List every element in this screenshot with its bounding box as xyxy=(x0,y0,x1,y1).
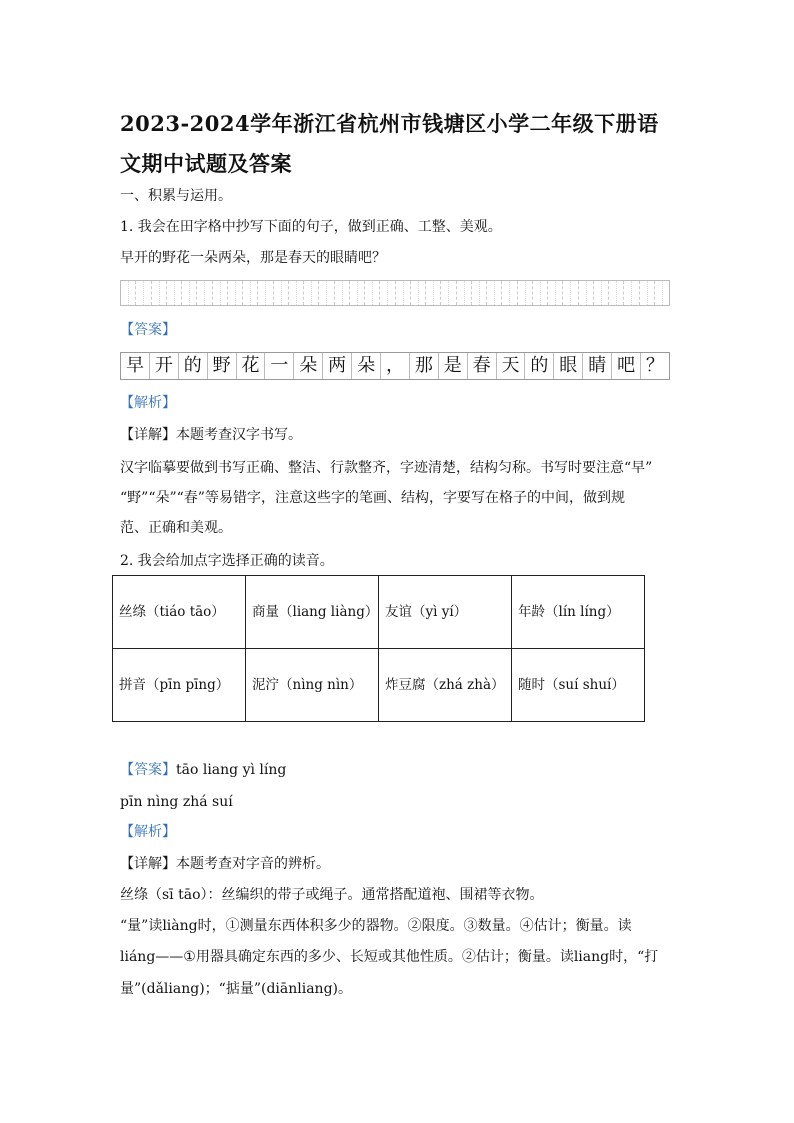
table-cell: 拼音（pīn pīng） xyxy=(113,649,246,722)
explain-1-line-3: 范、正确和美观。 xyxy=(120,520,232,536)
grid-char: 开 xyxy=(150,353,179,379)
question-1-sentence: 早开的野花一朵两朵，那是春天的眼睛吧？ xyxy=(120,250,386,266)
grid-char: 天 xyxy=(497,353,526,379)
question-1-prompt: 1. 我会在田字格中抄写下面的句子，做到正确、工整、美观。 xyxy=(120,219,502,235)
explain-1-line-1: 汉字临摹要做到书写正确、整洁、行款整齐，字迹清楚，结构匀称。书写时要注意“早” xyxy=(120,460,653,476)
answer-2-line-1: tāo liang yì líng xyxy=(176,762,287,778)
grid-char: 花 xyxy=(237,353,266,379)
section-heading: 一、积累与运用。 xyxy=(120,188,232,204)
grid-char: 睛 xyxy=(583,353,612,379)
grid-char: 眼 xyxy=(554,353,583,379)
pinyin-table xyxy=(112,575,645,722)
grid-char: 是 xyxy=(439,353,468,379)
grid-char: 野 xyxy=(208,353,237,379)
table-cell: 随时（suí shuí） xyxy=(512,649,645,722)
table-cell: 商量（liang liàng） xyxy=(246,576,379,649)
question-2-prompt: 2. 我会给加点字选择正确的读音。 xyxy=(120,553,334,569)
table-row xyxy=(113,649,645,722)
document-title: 2023-2024学年浙江省杭州市钱塘区小学二年级下册语文期中试题及答案 xyxy=(120,111,659,176)
grid-char: 的 xyxy=(179,353,208,379)
answer-row-1 xyxy=(120,760,286,780)
answer-writing-grid xyxy=(120,352,670,380)
grid-char: 吧 xyxy=(612,353,641,379)
table-cell: 友谊（yì yí） xyxy=(379,576,512,649)
explain-2-line-1: 丝绦（sī tāo）：丝编织的带子或绳子。通常搭配道袍、围裙等衣物。 xyxy=(120,887,544,903)
grid-char: 那 xyxy=(410,353,439,379)
table-cell: 丝绦（tiáo tāo） xyxy=(113,576,246,649)
grid-char: 的 xyxy=(525,353,554,379)
table-cell: 年龄（lín líng） xyxy=(512,576,645,649)
answer-label-1: 【答案】 xyxy=(120,322,176,338)
detail-1: 【详解】本题考查汉字书写。 xyxy=(120,427,302,443)
answer-2-line-2: pīn nìng zhá suí xyxy=(120,794,233,810)
grid-char: ， xyxy=(381,353,410,379)
analysis-label-1: 【解析】 xyxy=(120,395,176,411)
grid-char: 两 xyxy=(323,353,352,379)
explain-2-line-2: “量”读liàng时，①测量东西体积多少的器物。②限度。③数量。④估计；衡量。读 xyxy=(120,918,632,934)
explain-2-line-3: liáng——①用器具确定东西的多少、长短或其他性质。②估计；衡量。读liang时，“打 xyxy=(120,949,659,965)
grid-char: 早 xyxy=(121,353,150,379)
explain-1-line-2: “野”“朵”“春”等易错字，注意这些字的笔画、结构，字要写在格子的中间，做到规 xyxy=(120,490,625,506)
grid-char: 春 xyxy=(468,353,497,379)
grid-char: 一 xyxy=(265,353,294,379)
answer-label-2: 【答案】 xyxy=(120,762,176,778)
grid-char: 朵 xyxy=(352,353,381,379)
analysis-label-2: 【解析】 xyxy=(120,824,176,840)
table-row xyxy=(113,576,645,649)
detail-2: 【详解】本题考查对字音的辨析。 xyxy=(120,856,330,872)
table-cell: 炸豆腐（zhá zhà） xyxy=(379,649,512,722)
grid-char: 朵 xyxy=(294,353,323,379)
explain-2-line-4: 量”(dǎliang)；“掂量”(diānliang)。 xyxy=(120,981,352,997)
empty-writing-grid xyxy=(120,280,670,306)
grid-char: ？ xyxy=(645,355,664,376)
table-cell: 泥泞（nìng nìn） xyxy=(246,649,379,722)
